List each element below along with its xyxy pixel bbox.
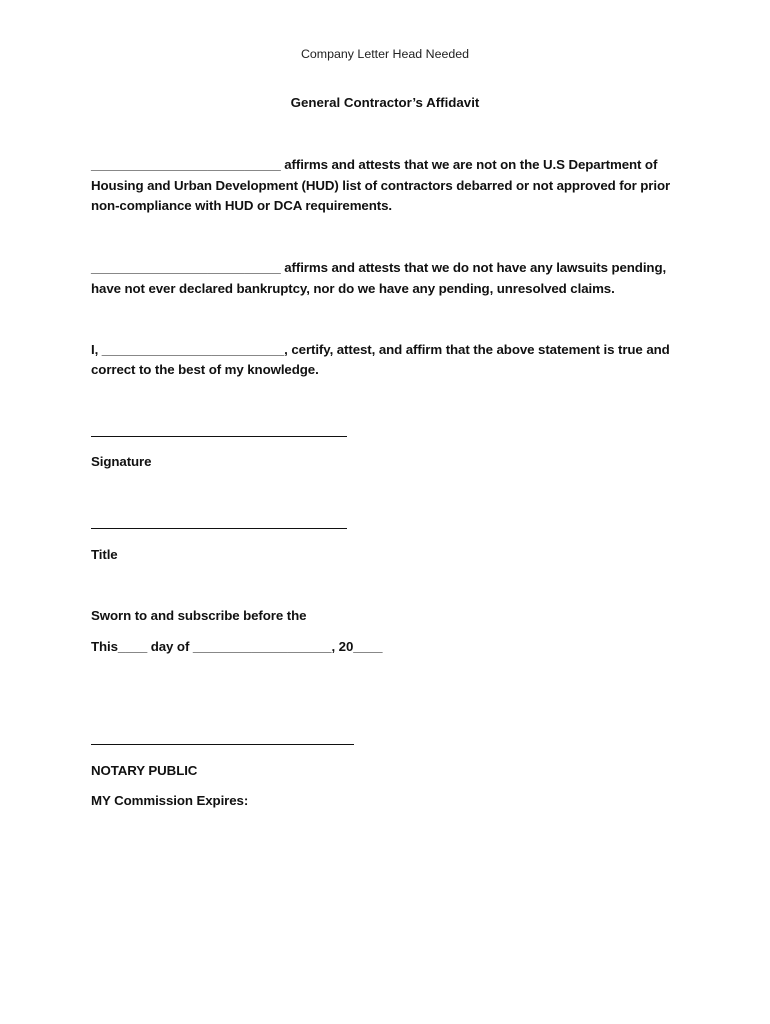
commission-expires-label: MY Commission Expires: (91, 793, 249, 808)
notary-signature-line (91, 744, 354, 745)
notary-public-label: NOTARY PUBLIC (91, 763, 198, 778)
signature-line (91, 436, 347, 437)
sworn-statement: Sworn to and subscribe before the (91, 608, 307, 623)
paragraph2-line1: __________________________ affirms and attests that we do not have any lawsuits pending, (91, 260, 667, 275)
letterhead-placeholder: Company Letter Head Needed (300, 47, 470, 61)
title-line (91, 528, 347, 529)
paragraph1-line3: non-compliance with HUD or DCA requirements. (91, 198, 392, 213)
paragraph1-line2: Housing and Urban Development (HUD) list of contractors debarred or not approved for prior (91, 178, 671, 193)
paragraph2-line2: have not ever declared bankruptcy, nor do we have any pending, unresolved claims. (91, 281, 615, 296)
paragraph1-line1: __________________________ affirms and attests that we are not on the U.S Department of (91, 157, 658, 172)
signature-label: Signature (91, 454, 152, 469)
document-title: General Contractor’s Affidavit (290, 95, 480, 110)
sworn-date-line: This____ day of ___________________, 20____ (91, 639, 383, 654)
paragraph3-line1: I, _________________________, certify, attest, and affirm that the above statement is true and (91, 342, 670, 357)
paragraph3-line2: correct to the best of my knowledge. (91, 362, 319, 377)
title-label: Title (91, 547, 118, 562)
